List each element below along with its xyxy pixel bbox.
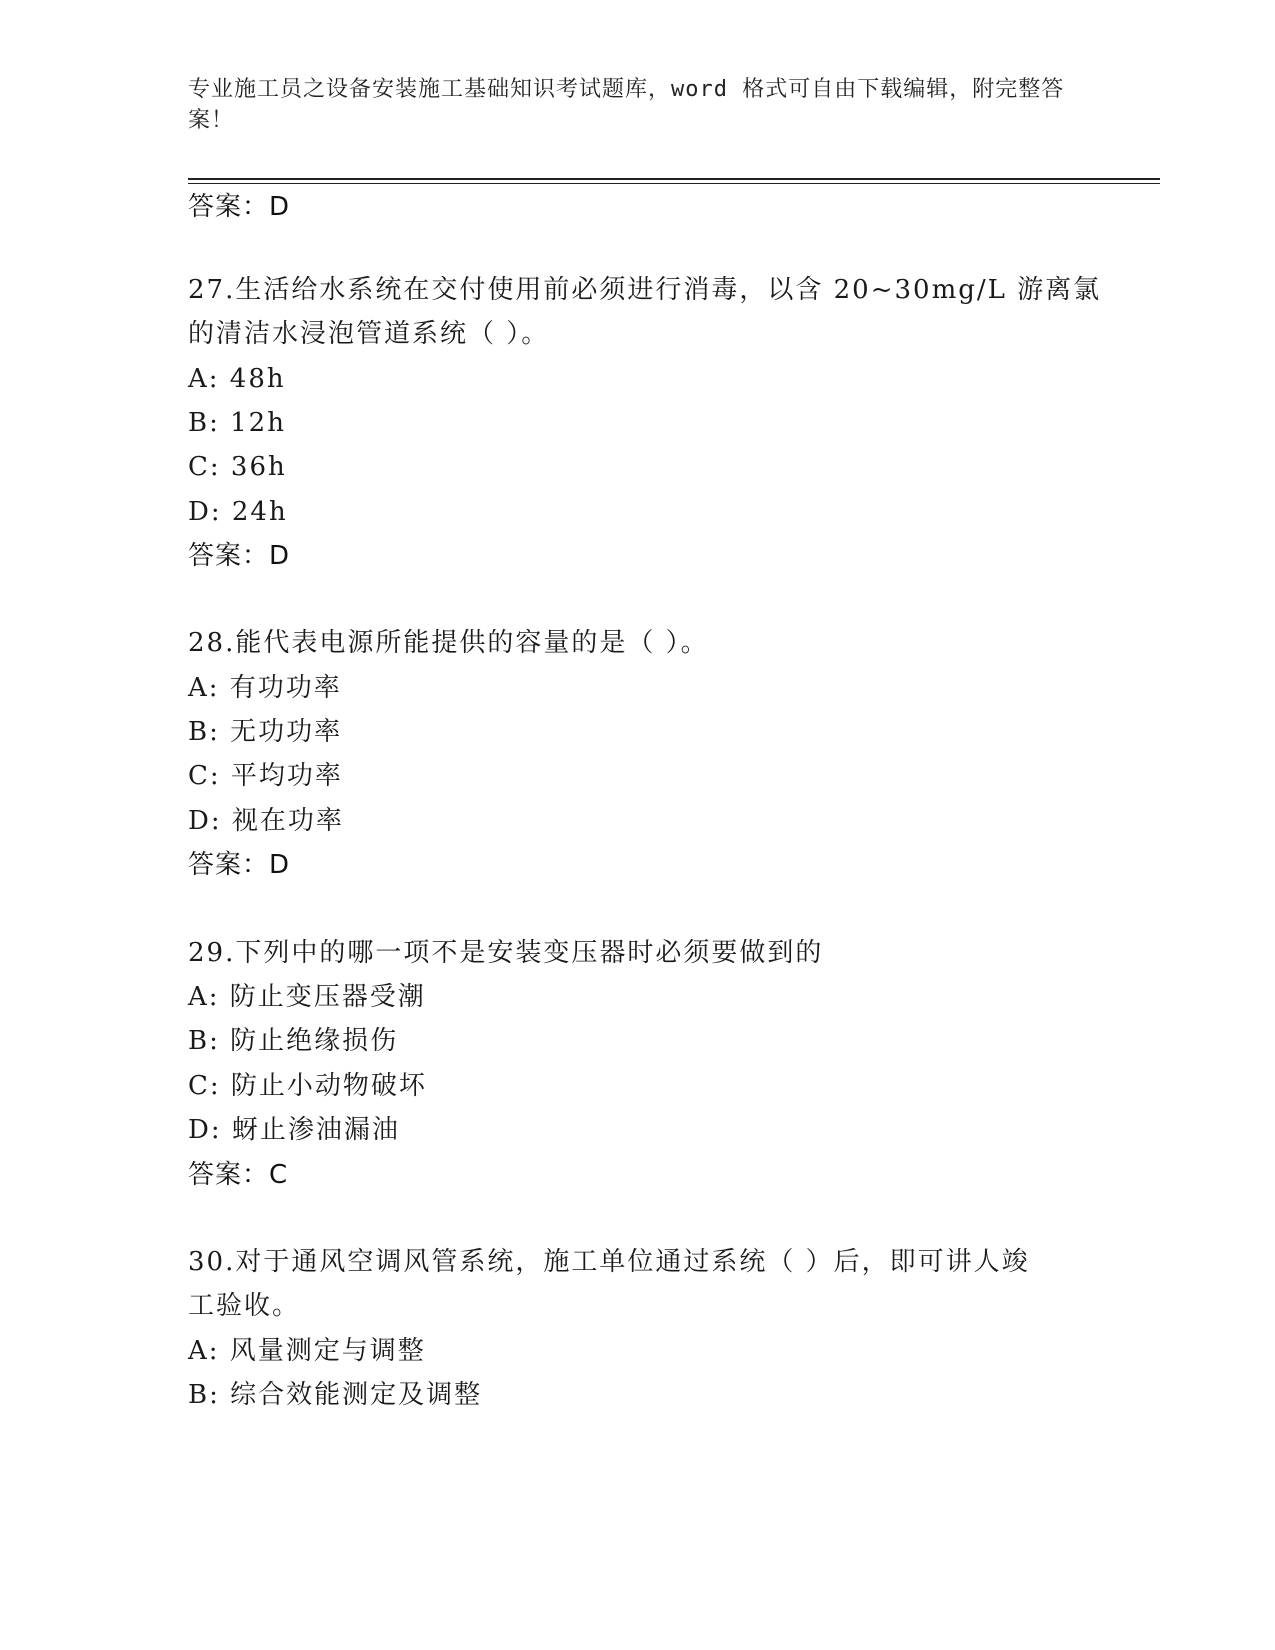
question-27-option-d: D: 24h: [188, 497, 288, 527]
question-29-option-d: D: 蚜止渗油漏油: [188, 1115, 400, 1145]
question-30-option-b: B: 综合效能测定及调整: [188, 1380, 483, 1410]
question-28-option-a: A: 有功功率: [188, 673, 342, 703]
question-29-answer: 答案：C: [188, 1160, 289, 1190]
question-29-option-b: B: 防止绝缘损伤: [188, 1026, 399, 1056]
header-divider-thick: [188, 178, 1160, 180]
question-29-option-a: A: 防止变压器受潮: [188, 982, 426, 1012]
question-30-stem-line-2: 工验收。: [188, 1291, 301, 1321]
question-27-stem-line-2: 的清洁水浸泡管道系统（ ）。: [188, 319, 550, 349]
question-30-option-a: A: 风量测定与调整: [188, 1336, 426, 1366]
question-28-option-d: D: 视在功率: [188, 806, 344, 836]
header-divider-thin: [188, 183, 1160, 184]
question-27-stem-line-1: 27.生活给水系统在交付使用前必须进行消毒，以含 20~30mg/L 游离氯: [188, 275, 1102, 305]
question-28-option-b: B: 无功功率: [188, 717, 343, 747]
document-header: 专业施工员之设备安装施工基础知识考试题库，word 格式可自由下载编辑，附完整答案！: [188, 77, 1065, 133]
question-28-stem-line-1: 28.能代表电源所能提供的容量的是（ ）。: [188, 628, 709, 658]
question-27-option-b: B: 12h: [188, 408, 286, 438]
question-28-answer: 答案：D: [188, 850, 291, 880]
question-29-option-c: C: 防止小动物破坏: [188, 1071, 427, 1101]
question-27-option-c: C: 36h: [188, 452, 287, 482]
previous-answer: 答案：D: [188, 192, 291, 222]
question-28-option-c: C: 平均功率: [188, 761, 343, 791]
question-27-option-a: A: 48h: [188, 364, 286, 394]
question-27-answer: 答案：D: [188, 541, 291, 571]
question-29-stem-line-1: 29.下列中的哪一项不是安装变压器时必须要做到的: [188, 938, 824, 968]
question-30-stem-line-1: 30.对于通风空调风管系统，施工单位通过系统（ ）后，即可讲人竣: [188, 1247, 1030, 1277]
